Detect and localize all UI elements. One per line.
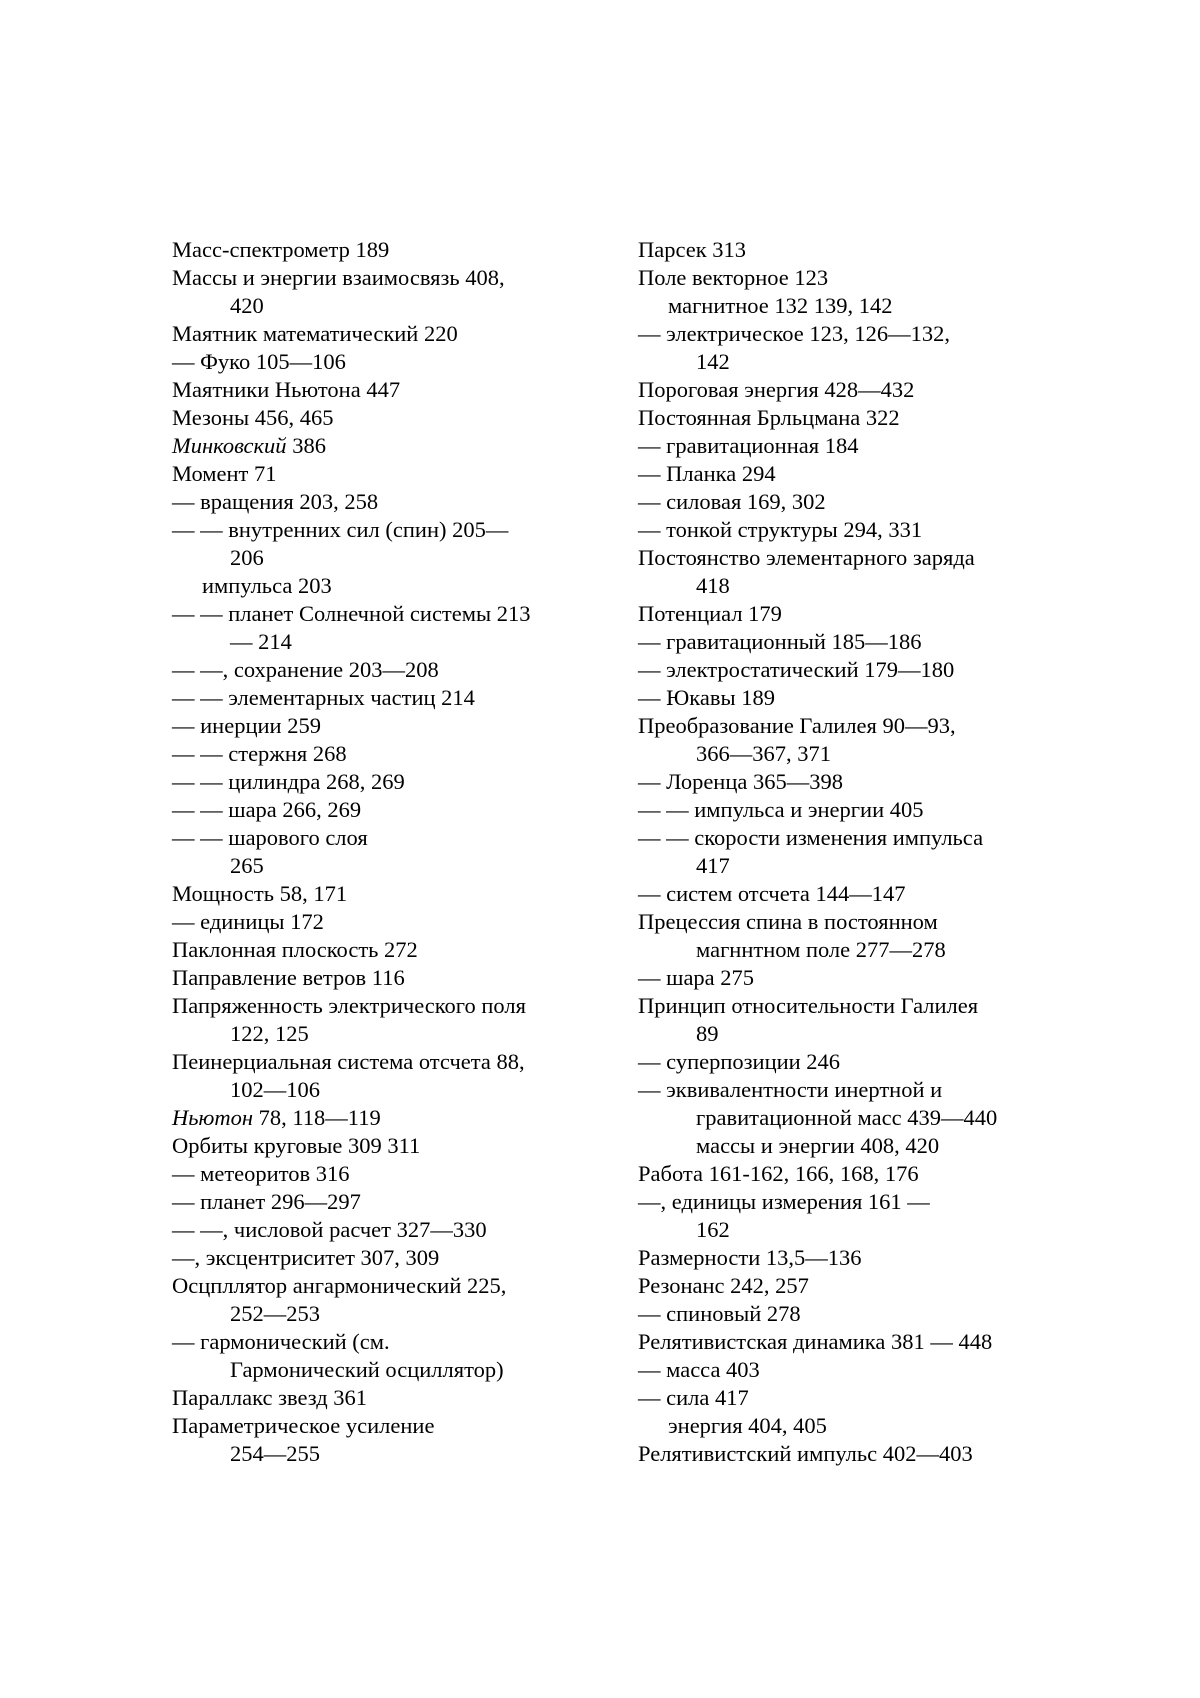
index-entry: [638, 712, 1058, 740]
index-entry: [172, 292, 592, 320]
index-entry-text: Мезоны 456, 465: [172, 405, 334, 430]
index-entry-text: Постоянная Брльцмана 322: [638, 405, 900, 430]
index-entry: [172, 544, 592, 572]
index-entry-text: Прецессия спина в постоянном: [638, 909, 938, 934]
index-entry: [172, 824, 592, 852]
index-entry: [638, 796, 1058, 824]
index-entry: [172, 1272, 592, 1300]
index-entry: [172, 628, 592, 656]
index-entry: [172, 348, 592, 376]
index-entry-text: — — внутренних сил (спин) 205—: [172, 517, 509, 542]
index-entry-text: 206: [230, 545, 264, 570]
index-entry-text: — единицы 172: [172, 909, 324, 934]
index-entry: [172, 684, 592, 712]
index-entry-text: 122, 125: [230, 1021, 309, 1046]
index-entry-text: Поле векторное 123: [638, 265, 829, 290]
index-entry-text: Параллакс звезд 361: [172, 1385, 368, 1410]
index-entry: [638, 880, 1058, 908]
index-entry-text: Релятивистская динамика 381 — 448: [638, 1329, 993, 1354]
index-entry-text: —, единицы измерения 161 —: [638, 1189, 930, 1214]
index-entry-text: Параметрическое усиление: [172, 1413, 435, 1438]
index-entry: [638, 376, 1058, 404]
index-entry: [638, 544, 1058, 572]
index-entry-text: Паклонная плоскость 272: [172, 937, 418, 962]
index-entry: [638, 992, 1058, 1020]
index-entry-text: Паправление ветров 116: [172, 965, 405, 990]
index-entry: [638, 1356, 1058, 1384]
index-entry: [638, 628, 1058, 656]
index-entry-text: — вращения 203, 258: [172, 489, 379, 514]
index-entry: [638, 1440, 1058, 1468]
index-entry: [638, 1328, 1058, 1356]
index-entry-text: — — шарового слоя: [172, 825, 368, 850]
index-entry: [638, 1104, 1058, 1132]
index-entry-text: Орбиты круговые 309 311: [172, 1133, 421, 1158]
index-entry-text: Принцип относительности Галилея: [638, 993, 979, 1018]
index-entry: [638, 1076, 1058, 1104]
index-entry-text: — —, сохранение 203—208: [172, 657, 439, 682]
index-entry-text: Гармонический осциллятор): [230, 1357, 504, 1382]
index-entry: [172, 1356, 592, 1384]
index-entry-text: 142: [696, 349, 730, 374]
index-entry-text: Работа 161-162, 166, 168, 176: [638, 1161, 919, 1186]
index-entry: [172, 1440, 592, 1468]
index-entry-text: 417: [696, 853, 730, 878]
index-entry-text: — систем отсчета 144—147: [638, 881, 906, 906]
index-entry-text: — 214: [230, 629, 292, 654]
index-entry: [172, 572, 592, 600]
index-entry: [172, 264, 592, 292]
index-entry: [172, 1384, 592, 1412]
index-entry: [172, 404, 592, 432]
index-column-right: [638, 236, 1058, 1468]
index-entry: [638, 516, 1058, 544]
index-entry: [172, 992, 592, 1020]
index-entry: [638, 404, 1058, 432]
index-entry: [172, 376, 592, 404]
index-entry-text: — сила 417: [638, 1385, 749, 1410]
index-entry: [172, 964, 592, 992]
index-entry-text: — — импульса и энергии 405: [638, 797, 924, 822]
index-entry-text: — инерции 259: [172, 713, 321, 738]
index-entry: [172, 1216, 592, 1244]
index-entry: [172, 1412, 592, 1440]
index-entry-text: Маятник математический 220: [172, 321, 458, 346]
index-entry-text: Пороговая энергия 428—432: [638, 377, 915, 402]
index-entry-text: Потенциал 179: [638, 601, 782, 626]
index-entry: [638, 684, 1058, 712]
index-column-left: [172, 236, 592, 1468]
index-entry-text: — электростатический 179—180: [638, 657, 955, 682]
index-entry: [638, 908, 1058, 936]
index-entry-text: Постоянство элементарного заряда: [638, 545, 975, 570]
index-entry-text: — суперпозиции 246: [638, 1049, 841, 1074]
index-entry-text: Маятники Ньютона 447: [172, 377, 401, 402]
index-entry: [638, 740, 1058, 768]
index-entry-text: — электрическое 123, 126—132,: [638, 321, 951, 346]
index-entry-text: 89: [696, 1021, 719, 1046]
index-entry: [172, 1020, 592, 1048]
index-entry-text: Преобразование Галилея 90—93,: [638, 713, 956, 738]
index-entry: [172, 656, 592, 684]
index-entry: [172, 460, 592, 488]
index-entry-text: — Юкавы 189: [638, 685, 775, 710]
index-entry: [638, 1132, 1058, 1160]
index-entry: [172, 1048, 592, 1076]
index-entry-name: Минковский: [172, 433, 287, 458]
index-entry: [172, 516, 592, 544]
index-entry-text: Парсек 313: [638, 237, 747, 262]
index-entry-text: — — скорости изменения импульса: [638, 825, 984, 850]
index-entry-text: — спиновый 278: [638, 1301, 801, 1326]
index-entry-text: Папряженность электрического поля: [172, 993, 526, 1018]
index-entry: [638, 1272, 1058, 1300]
index-entry: [638, 852, 1058, 880]
index-entry-text: Масс-спектрометр 189: [172, 237, 390, 262]
index-entry: [172, 936, 592, 964]
index-entry: [638, 656, 1058, 684]
index-entry: [638, 1244, 1058, 1272]
index-entry-text: импульса 203: [202, 573, 332, 598]
index-entry: [638, 936, 1058, 964]
index-entry: [638, 236, 1058, 264]
index-entry-text: — силовая 169, 302: [638, 489, 826, 514]
index-entry-text: Момент 71: [172, 461, 277, 486]
index-entry: [172, 1104, 592, 1132]
index-entry: [172, 1160, 592, 1188]
index-entry: [638, 460, 1058, 488]
index-entry-text: 162: [696, 1217, 730, 1242]
index-entry: [638, 1020, 1058, 1048]
index-entry-text: массы и энергии 408, 420: [696, 1133, 940, 1158]
index-entry-text: Размерности 13,5—136: [638, 1245, 862, 1270]
index-entry-text: энергия 404, 405: [668, 1413, 827, 1438]
index-entry-text: 386: [286, 433, 326, 458]
index-entry-text: Релятивистский импульс 402—403: [638, 1441, 973, 1466]
index-entry: [172, 1076, 592, 1104]
index-entry-text: — — планет Солнечной системы 213: [172, 601, 531, 626]
index-entry: [638, 600, 1058, 628]
index-entry: [172, 852, 592, 880]
index-entry: [172, 600, 592, 628]
index-entry-text: — гравитационный 185—186: [638, 629, 922, 654]
index-entry: [172, 1188, 592, 1216]
index-entry-text: магннтном поле 277—278: [696, 937, 946, 962]
index-entry: [172, 908, 592, 936]
index-entry: [638, 488, 1058, 516]
index-entry: [172, 796, 592, 824]
index-entry: [172, 880, 592, 908]
index-entry: [638, 1048, 1058, 1076]
index-entry: [638, 1188, 1058, 1216]
index-entry-text: — метеоритов 316: [172, 1161, 350, 1186]
index-entry-text: 418: [696, 573, 730, 598]
index-entry-text: гравитационной масс 439—440: [696, 1105, 998, 1130]
index-entry-text: Осцпллятор ангармонический 225,: [172, 1273, 507, 1298]
index-entry-text: — эквивалентности инертной и: [638, 1077, 943, 1102]
index-entry-text: — — стержня 268: [172, 741, 347, 766]
index-entry: [172, 320, 592, 348]
index-entry-text: — Планка 294: [638, 461, 776, 486]
index-entry-text: 102—106: [230, 1077, 320, 1102]
index-entry-text: — гармонический (см.: [172, 1329, 390, 1354]
index-entry: [638, 768, 1058, 796]
index-entry-text: —, эксцентриситет 307, 309: [172, 1245, 440, 1270]
index-entry-text: — тонкой структуры 294, 331: [638, 517, 923, 542]
index-entry: [638, 292, 1058, 320]
index-entry-text: — — цилиндра 268, 269: [172, 769, 405, 794]
index-entry: [172, 768, 592, 796]
index-entry-name: Ньютон: [172, 1105, 254, 1130]
index-entry: [638, 348, 1058, 376]
index-entry-text: — — шара 266, 269: [172, 797, 362, 822]
index-entry-text: 252—253: [230, 1301, 320, 1326]
index-entry-text: — гравитационная 184: [638, 433, 859, 458]
index-entry-text: — масса 403: [638, 1357, 760, 1382]
index-entry-text: Пеинерциальная система отсчета 88,: [172, 1049, 525, 1074]
index-entry-text: 254—255: [230, 1441, 320, 1466]
index-entry: [638, 1160, 1058, 1188]
index-entry: [638, 264, 1058, 292]
index-entry: [172, 1300, 592, 1328]
index-entry-text: — — элементарных частиц 214: [172, 685, 475, 710]
index-entry: [172, 488, 592, 516]
index-entry: [172, 1132, 592, 1160]
index-entry-text: Массы и энергии взаимосвязь 408,: [172, 265, 505, 290]
index-entry: [172, 740, 592, 768]
index-entry-text: 420: [230, 293, 264, 318]
index-entry: [638, 1216, 1058, 1244]
index-entry-text: Мощность 58, 171: [172, 881, 348, 906]
index-entry-text: — шара 275: [638, 965, 755, 990]
index-entry-text: — Фуко 105—106: [172, 349, 346, 374]
index-entry: [172, 712, 592, 740]
index-entry-text: — планет 296—297: [172, 1189, 361, 1214]
index-entry: [638, 1300, 1058, 1328]
index-entry: [172, 1328, 592, 1356]
index-entry-text: 265: [230, 853, 264, 878]
index-entry-text: Резонанс 242, 257: [638, 1273, 809, 1298]
index-entry: [638, 824, 1058, 852]
index-entry-text: — Лоренца 365—398: [638, 769, 844, 794]
index-entry: [638, 572, 1058, 600]
index-entry-text: — —, числовой расчет 327—330: [172, 1217, 487, 1242]
index-entry: [172, 236, 592, 264]
index-entry-text: 78, 118—119: [253, 1105, 381, 1130]
index-entry: [638, 964, 1058, 992]
index-entry: [638, 1412, 1058, 1440]
index-entry-text: магнитное 132 139, 142: [668, 293, 893, 318]
index-entry-text: 366—367, 371: [696, 741, 831, 766]
index-entry: [638, 320, 1058, 348]
index-entry: [638, 432, 1058, 460]
index-entry: [638, 1384, 1058, 1412]
index-entry: [172, 1244, 592, 1272]
index-entry: [172, 432, 592, 460]
